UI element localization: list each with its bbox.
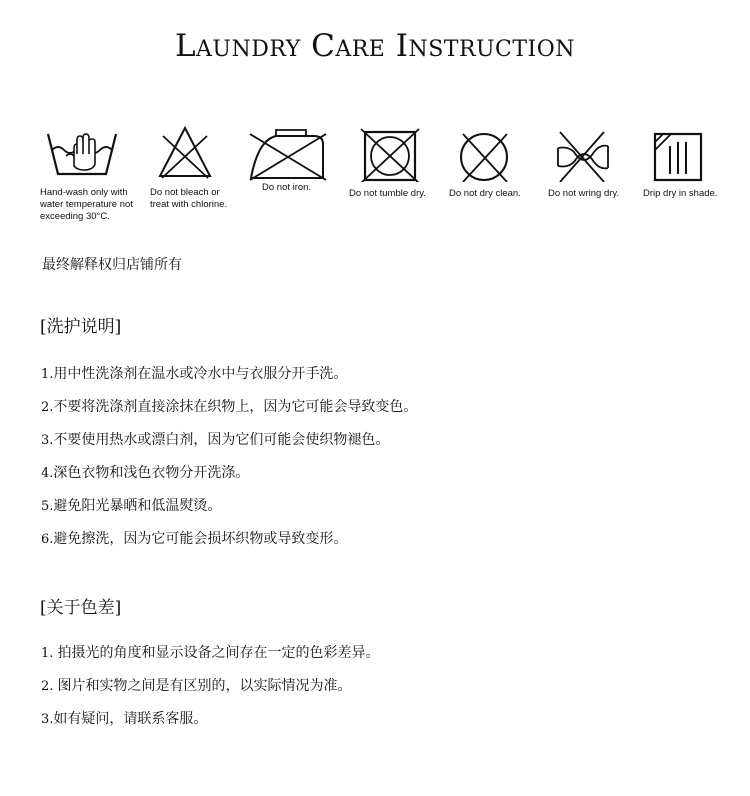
item-text: 拍摄光的角度和显示设备之间存在一定的色彩差异。 xyxy=(57,645,380,661)
item-number: 1. xyxy=(41,367,54,382)
care-icons-row xyxy=(0,120,750,230)
care-caption: Do not iron. xyxy=(262,182,312,193)
item-text: 深色衣物和浅色衣物分开洗涤。 xyxy=(53,465,250,481)
item-text: 用中性洗涤剂在温水或冷水中与衣服分开手洗。 xyxy=(53,366,348,382)
item-text: 避免阳光暴晒和低温熨烫。 xyxy=(53,498,222,514)
care-caption: treat with chlorine. xyxy=(150,199,228,210)
list-item xyxy=(41,529,417,562)
item-number: 5. xyxy=(41,499,54,514)
care-item-hand-wash xyxy=(40,120,133,223)
bracket-open: [ xyxy=(40,598,47,618)
item-number: 3. xyxy=(41,712,54,727)
list-item xyxy=(41,397,417,430)
list-item xyxy=(41,676,380,709)
bracket-close: ] xyxy=(114,317,122,337)
no-iron-icon xyxy=(246,120,328,182)
care-item-no-dry-clean xyxy=(449,120,529,200)
care-item-no-wring xyxy=(548,120,628,200)
care-caption: Do not bleach or xyxy=(150,187,220,198)
care-caption: Do not dry clean. xyxy=(449,188,521,199)
no-tumble-dry-icon xyxy=(349,120,431,182)
no-bleach-icon xyxy=(150,120,220,182)
item-number: 3. xyxy=(41,433,54,448)
list-item xyxy=(41,496,417,529)
care-item-no-bleach xyxy=(150,120,227,211)
color-difference-list xyxy=(41,643,380,742)
bracket-open: [ xyxy=(40,317,47,337)
care-item-drip-dry-shade xyxy=(643,120,723,200)
bracket-close: ] xyxy=(114,598,122,618)
list-item xyxy=(41,463,417,496)
section-heading-washing xyxy=(40,312,121,337)
section-heading-text: 关于色差 xyxy=(46,598,115,618)
no-wring-icon xyxy=(548,120,628,182)
section-heading-color-difference xyxy=(40,593,121,618)
no-dry-clean-icon xyxy=(449,120,529,182)
care-caption: exceeding 30°C. xyxy=(40,211,110,222)
care-item-no-tumble-dry xyxy=(349,120,431,200)
hand-wash-icon xyxy=(40,120,124,182)
drip-dry-shade-icon xyxy=(643,120,723,182)
item-number: 6. xyxy=(41,532,54,547)
care-item-no-iron xyxy=(246,120,328,194)
list-item xyxy=(41,430,417,463)
item-number: 4. xyxy=(41,466,54,481)
disclaimer-note: 最终解释权归店铺所有 xyxy=(42,257,182,273)
list-item xyxy=(41,643,380,676)
page-title: Laundry Care Instruction xyxy=(174,28,576,64)
care-caption: water temperature not xyxy=(40,199,133,210)
item-text: 不要将洗涤剂直接涂抹在织物上，因为它可能会导致变色。 xyxy=(53,399,418,415)
care-caption: Hand-wash only with xyxy=(40,187,128,198)
list-item xyxy=(41,364,417,397)
item-text: 不要使用热水或漂白剂，因为它们可能会使织物褪色。 xyxy=(53,432,390,448)
item-number: 1. xyxy=(41,646,58,661)
care-caption: Do not wring dry. xyxy=(548,188,620,199)
item-text: 避免擦洗，因为它可能会损坏织物或导致变形。 xyxy=(53,531,348,547)
item-number: 2. xyxy=(41,400,54,415)
washing-list xyxy=(41,364,417,562)
item-number: 2. xyxy=(41,679,58,694)
care-caption: Drip dry in shade. xyxy=(643,188,718,199)
section-heading-text: 洗护说明 xyxy=(46,317,115,337)
list-item xyxy=(41,709,380,742)
care-caption: Do not tumble dry. xyxy=(349,188,426,199)
item-text: 如有疑问，请联系客服。 xyxy=(53,711,208,727)
item-text: 图片和实物之间是有区别的，以实际情况为准。 xyxy=(57,678,352,694)
